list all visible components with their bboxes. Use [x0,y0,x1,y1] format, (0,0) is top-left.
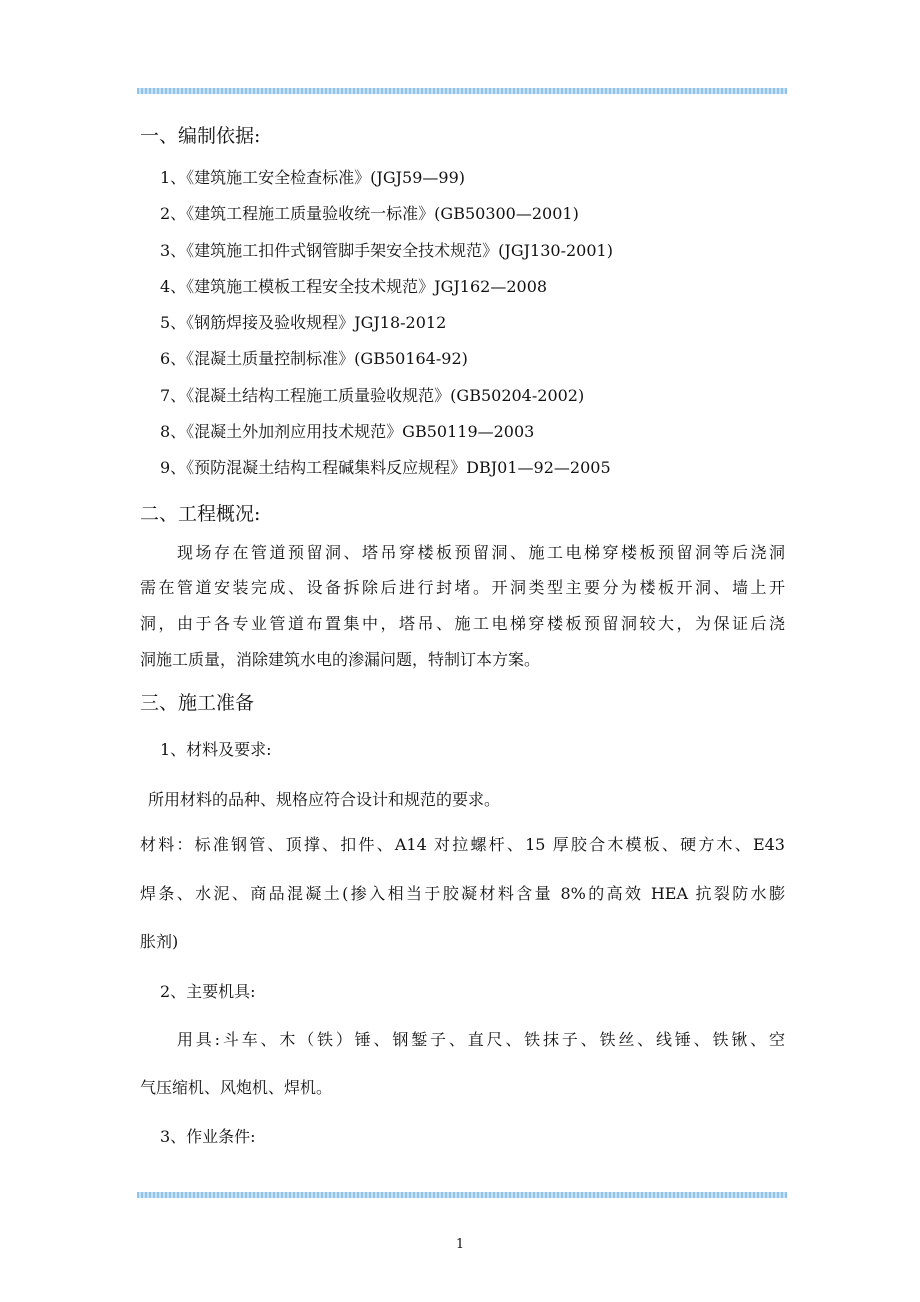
list-item: 5、《钢筋焊接及验收规程》JGJ18-2012 [160,313,447,332]
paragraph-line: 焊条、水泥、商品混凝土(掺入相当于胶凝材料含量 8%的高效 HEA 抗裂防水膨 [140,884,785,903]
paragraph-line: 材料：标准钢管、顶撑、扣件、A14 对拉螺杆、15 厚胶合木模板、硬方木、E43 [140,835,785,854]
header-rule [137,88,787,94]
paragraph-line: 气压缩机、风炮机、焊机。 [140,1078,333,1097]
subsection-title-materials: 1、材料及要求: [160,740,272,759]
section-heading-basis: 一、编制依据: [140,125,261,147]
list-item: 4、《建筑施工模板工程安全技术规范》JGJ162—2008 [160,277,548,296]
list-item: 9、《预防混凝土结构工程碱集料反应规程》DBJ01—92—2005 [160,458,611,477]
paragraph-line: 需在管道安装完成、设备拆除后进行封堵。开洞类型主要分为楼板开洞、墙上开 [140,578,785,597]
page-number: 1 [455,1237,465,1252]
paragraph-line: 洞施工质量，消除建筑水电的渗漏问题，特制订本方案。 [140,650,541,669]
subsection-title-conditions: 3、作业条件: [160,1127,256,1146]
list-item: 3、《建筑施工扣件式钢管脚手架安全技术规范》(JGJ130-2001) [160,241,613,260]
section-heading-overview: 二、工程概况: [140,503,261,525]
subsection-title-tools: 2、主要机具: [160,982,256,1001]
paragraph-line: 胀剂) [140,932,179,951]
footer-rule [137,1192,787,1198]
paragraph-line: 现场存在管道预留洞、塔吊穿楼板预留洞、施工电梯穿楼板预留洞等后浇洞 [177,543,785,562]
list-item: 7、《混凝土结构工程施工质量验收规范》(GB50204-2002) [160,386,585,405]
materials-intro: 所用材料的品种、规格应符合设计和规范的要求。 [148,790,501,809]
paragraph-line: 用具:斗车、木（铁）锤、钢錾子、直尺、铁抹子、铁丝、线锤、铁锹、空 [177,1030,785,1049]
list-item: 1、《建筑施工安全检查标准》(JGJ59—99) [160,168,465,187]
list-item: 2、《建筑工程施工质量验收统一标准》(GB50300—2001) [160,204,579,223]
list-item: 8、《混凝土外加剂应用技术规范》GB50119—2003 [160,422,535,441]
section-heading-preparation: 三、施工准备 [140,692,255,714]
paragraph-line: 洞，由于各专业管道布置集中，塔吊、施工电梯穿楼板预留洞较大，为保证后浇 [140,614,785,633]
list-item: 6、《混凝土质量控制标准》(GB50164-92) [160,349,468,368]
